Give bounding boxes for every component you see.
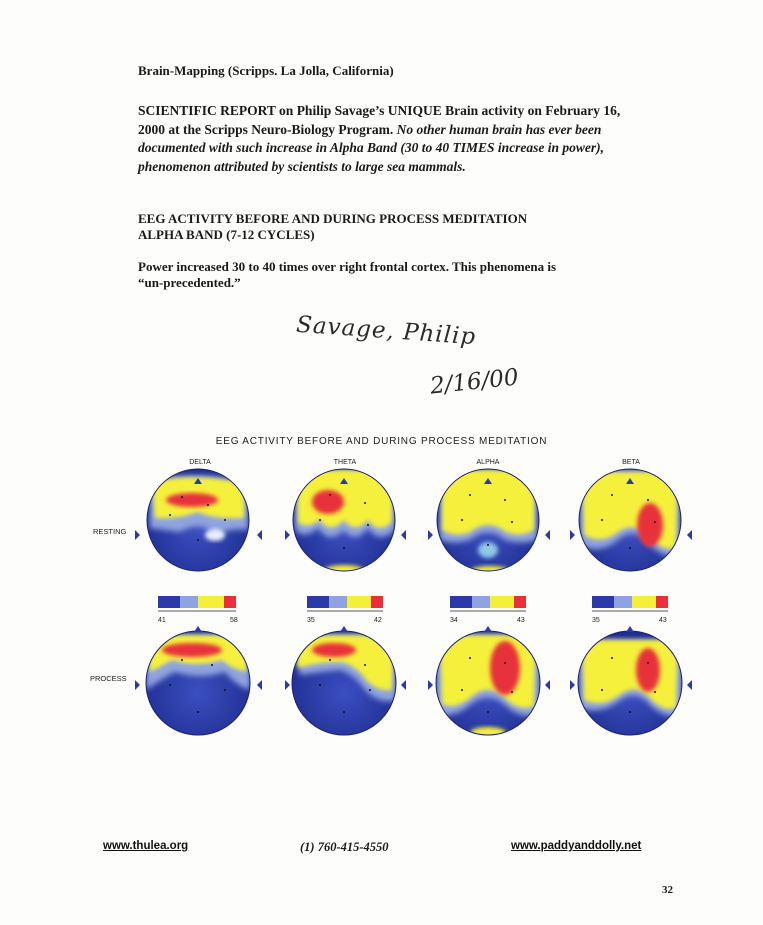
color-scale-theta xyxy=(307,596,383,611)
map-resting-alpha xyxy=(437,469,539,580)
footer-phone: (1) 760-415-4550 xyxy=(300,840,389,854)
scale-alpha-min: 34 xyxy=(450,617,458,624)
report-line-1: SCIENTIFIC REPORT on Philip Savage’s UNIQUE Brain activity on February 16, xyxy=(138,103,621,118)
color-scale-delta xyxy=(158,596,236,611)
power-line-1: Power increased 30 to 40 times over right frontal cortex. This phenomena is xyxy=(138,259,557,274)
power-line-2: “un-precedented.” xyxy=(138,275,241,290)
footer-link-paddyanddolly[interactable]: www.paddyanddolly.net xyxy=(511,840,642,852)
band-label-alpha: ALPHA xyxy=(476,459,500,466)
color-scale-beta xyxy=(592,596,668,611)
map-process-beta xyxy=(578,631,682,735)
map-process-alpha xyxy=(436,631,540,739)
handwritten-signature-name: Savage, Philip xyxy=(295,311,477,351)
map-resting-theta xyxy=(293,469,395,579)
scale-theta-min: 35 xyxy=(307,617,315,624)
map-process-delta xyxy=(146,631,250,735)
band-label-beta: BETA xyxy=(622,459,640,466)
scale-beta-min: 35 xyxy=(592,617,600,624)
report-line-3: documented with such increase in Alpha Band (30 to 40 TIMES increase in power), xyxy=(138,140,605,155)
eeg-heading-line-1: EEG ACTIVITY BEFORE AND DURING PROCESS MEDITATION xyxy=(138,211,528,226)
handwritten-signature-date: 2/16/00 xyxy=(428,364,520,400)
scale-theta-max: 42 xyxy=(374,617,382,624)
row-label-process: PROCESS xyxy=(90,674,127,683)
scale-beta-max: 43 xyxy=(659,617,667,624)
scale-delta-max: 58 xyxy=(230,617,238,624)
footer-link-thulea[interactable]: www.thulea.org xyxy=(103,840,189,852)
scale-alpha-max: 43 xyxy=(517,617,525,624)
row-label-resting: RESTING xyxy=(93,527,127,536)
report-line-2-plain: 2000 at the Scripps Neuro-Biology Program. xyxy=(138,121,394,137)
scale-delta-min: 41 xyxy=(158,617,166,624)
map-resting-delta xyxy=(147,469,249,571)
band-label-delta: DELTA xyxy=(189,459,211,466)
figure-title: EEG ACTIVITY BEFORE AND DURING PROCESS MEDITATION xyxy=(215,436,548,447)
color-scale-alpha xyxy=(450,596,526,611)
report-line-2-italic: No other human brain has ever been xyxy=(396,121,602,137)
page-number: 32 xyxy=(662,884,673,896)
map-process-theta xyxy=(292,631,396,735)
eeg-heading-line-2: ALPHA BAND (7-12 CYCLES) xyxy=(138,227,315,242)
document-heading: Brain-Mapping (Scripps. La Jolla, California) xyxy=(138,63,394,78)
report-line-4: phenomenon attributed by scientists to large sea mammals. xyxy=(138,158,466,174)
band-label-theta: THETA xyxy=(333,459,357,466)
map-resting-beta xyxy=(579,469,681,571)
